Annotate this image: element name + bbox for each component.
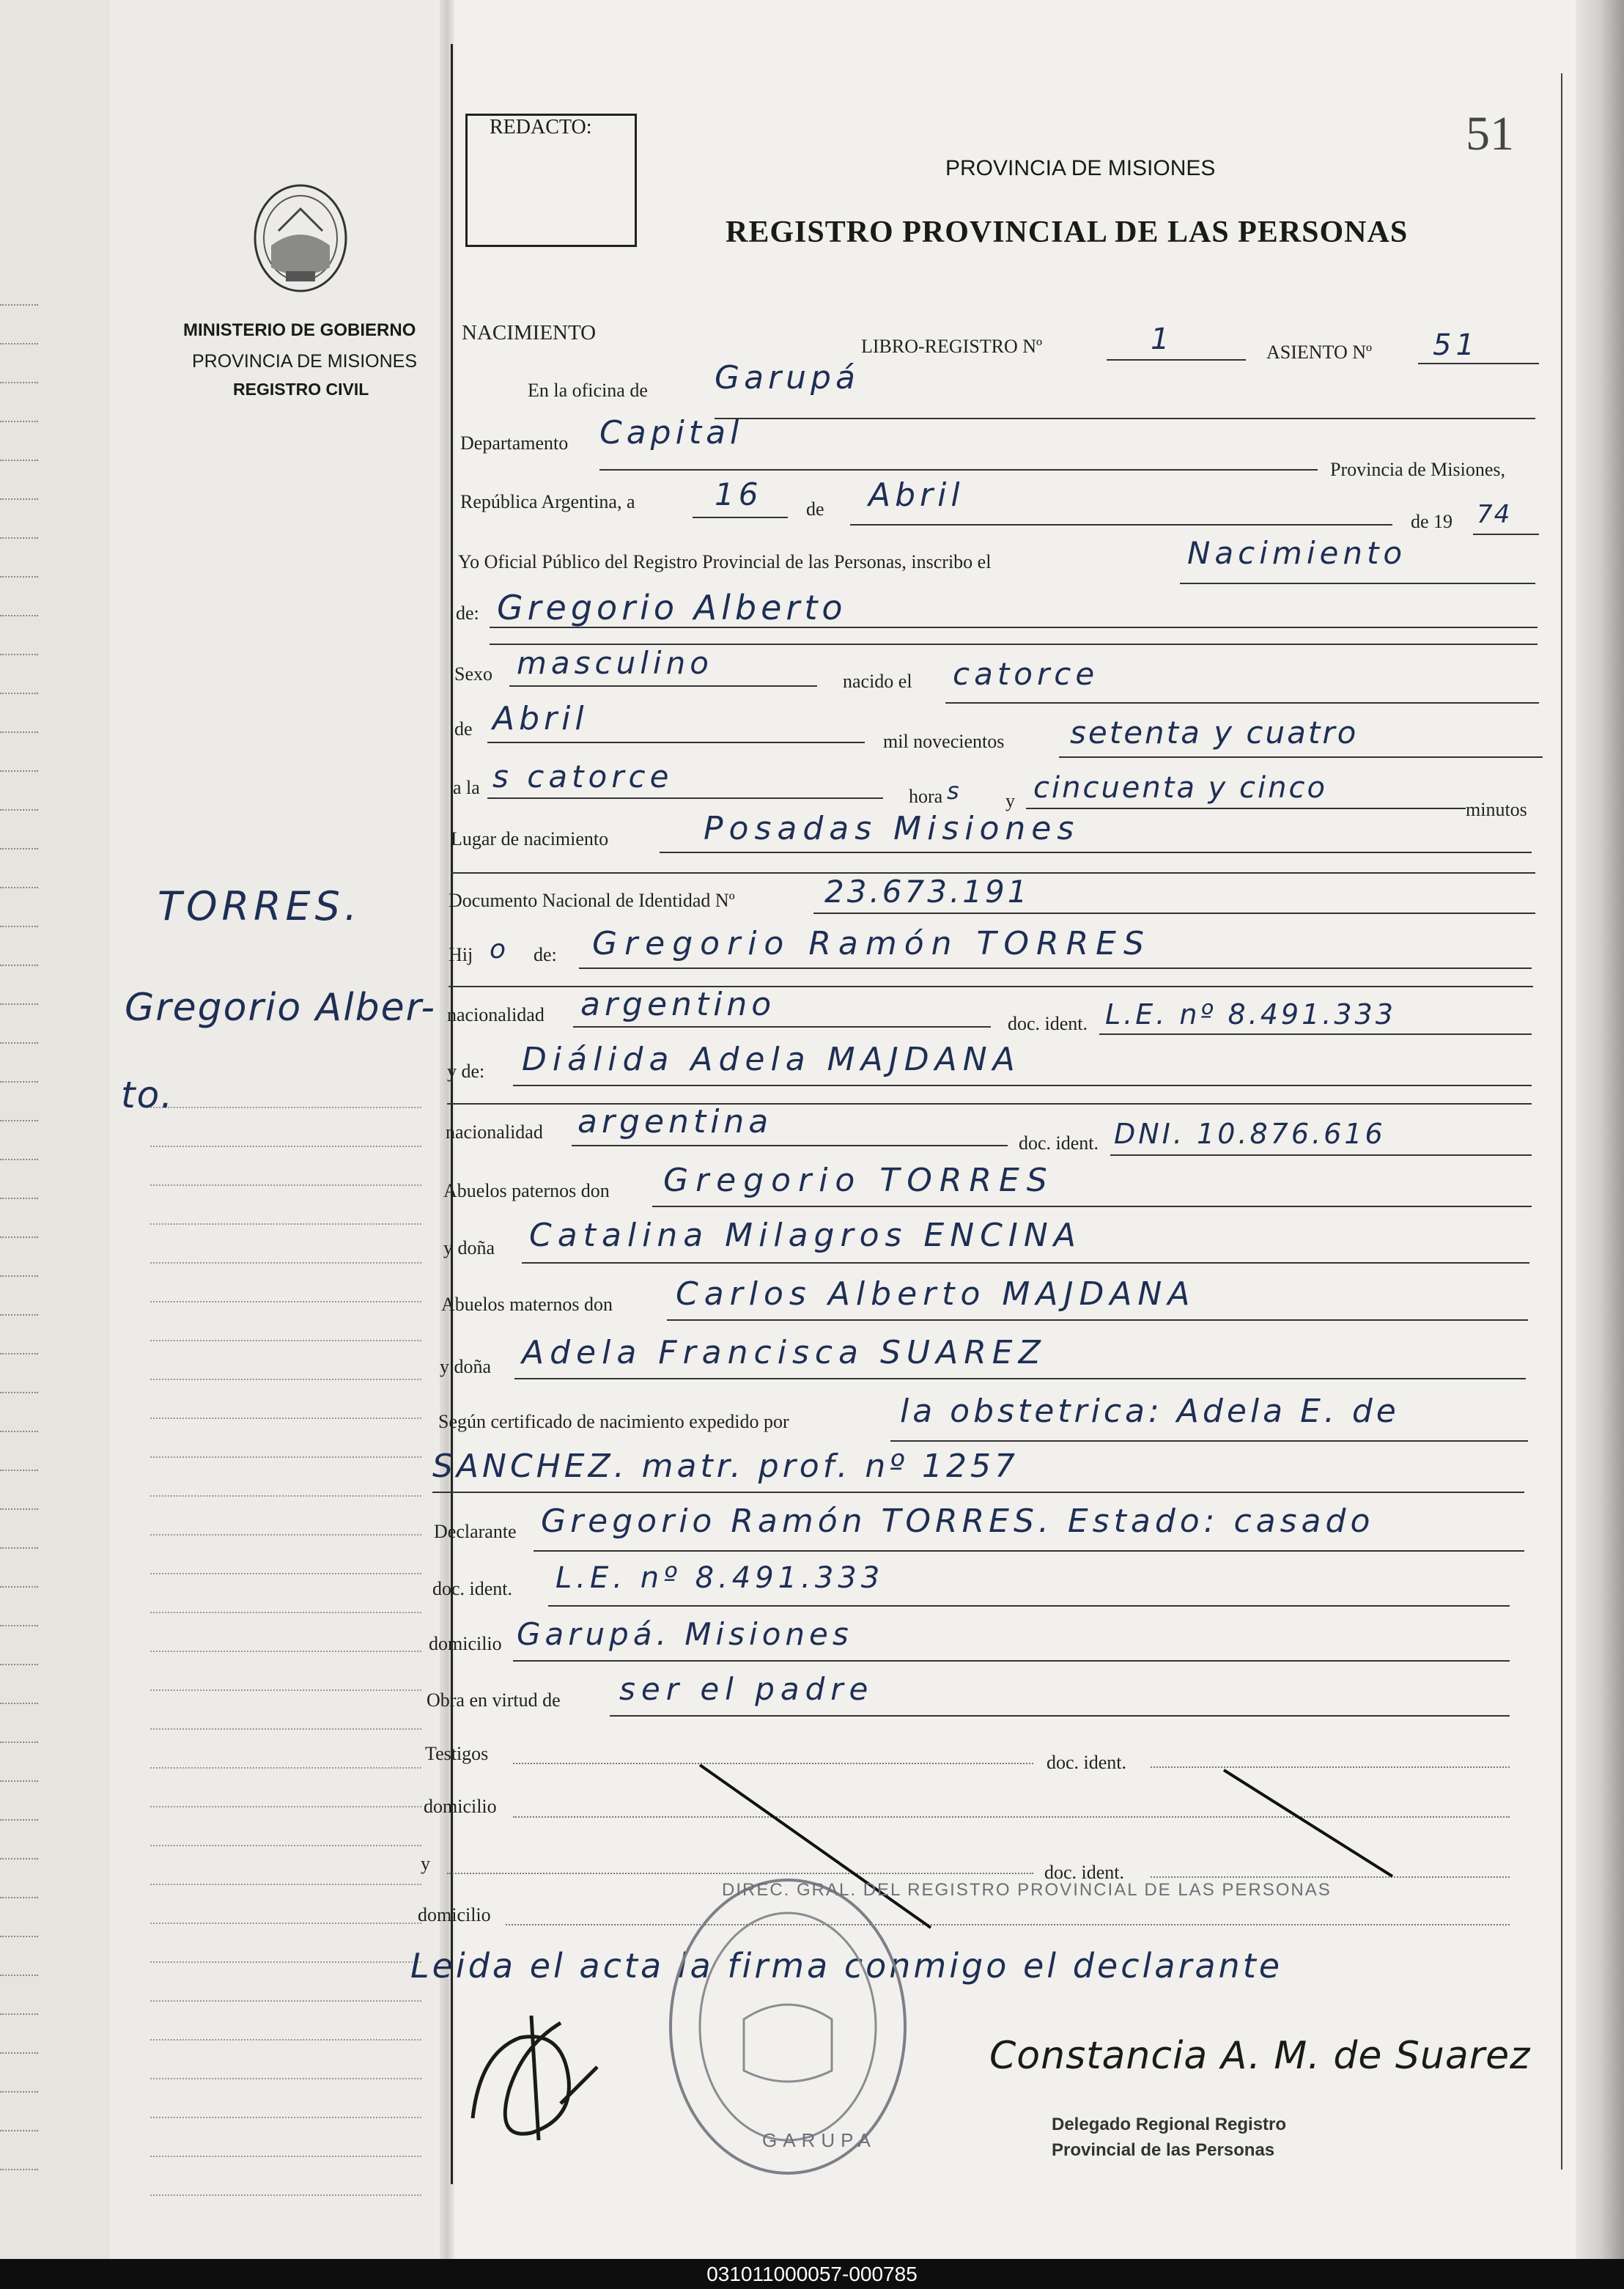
margin-given-2: to. [121,1074,174,1116]
testigos-label: Testigos [425,1743,489,1764]
domicilio-label: domicilio [429,1633,502,1654]
lugar-label: Lugar de nacimiento [451,828,609,849]
y-label: y [1005,790,1015,811]
hora-value: s catorce [492,759,673,795]
seal-registry-label: REGISTRO CIVIL [233,380,369,399]
province-title: PROVINCIA DE MISIONES [945,156,1216,180]
dni-label: Documento Nacional de Identidad Nº [449,890,735,911]
stamp-city: GARUPA [762,2129,876,2151]
abmat-label: Abuelos maternos don [441,1294,613,1315]
abmat-value: Carlos Alberto MAJDANA [676,1275,1196,1313]
hora-s: s [947,777,960,805]
nacido-label: nacido el [843,671,912,692]
libro-label: LIBRO-REGISTRO Nº [861,336,1043,357]
departamento-label: Departamento [460,432,569,454]
hijo-de-label: de: [534,944,557,965]
acto-value: Nacimiento [1187,535,1407,571]
provincia-label: Provincia de Misiones, [1330,459,1506,480]
month-value: Abril [868,476,964,514]
de2-label: de: [456,602,479,624]
nombre-value: Gregorio Alberto [497,588,847,627]
hijo-label: Hij [449,944,473,965]
hora-label: hora [909,786,943,807]
day-value: 16 [715,476,763,512]
mil-label: mil novecientos [883,731,1005,752]
nac2-label: nacionalidad [446,1121,543,1143]
registry-title: REGISTRO PROVINCIAL DE LAS PERSONAS [726,215,1409,249]
doc2-value: DNI. 10.876.616 [1114,1118,1386,1150]
margin-surname: TORRES. [158,883,362,929]
seal-province-label: PROVINCIA DE MISIONES [192,351,418,372]
testigos-doc-label: doc. ident. [1047,1752,1127,1773]
madre-value: Diálida Adela MAJDANA [522,1041,1021,1078]
official-title-1: Delegado Regional Registro [1052,2115,1287,2134]
stamp-text: DIREC. GRAL. DEL REGISTRO PROVINCIAL DE LAS PERSONAS [722,1880,1332,1900]
ala-label: a la [453,777,480,798]
de-label: de [806,498,824,520]
libro-value: 1 [1151,322,1174,356]
abpat-label: Abuelos paternos don [443,1180,610,1201]
nacimiento-label: NACIMIENTO [462,321,597,344]
de3-label: de [454,718,473,740]
segun-value: la obstetrica: Adela E. de [900,1393,1400,1430]
minutos-value: cincuenta y cinco [1033,771,1327,805]
obra-label: Obra en virtud de [427,1689,561,1711]
asiento-value: 51 [1433,328,1479,362]
oficial-text: Yo Oficial Público del Registro Provincial de las Personas, inscribo el [458,551,992,572]
abpat-value: Gregorio TORRES [663,1162,1055,1199]
declarante-value: Gregorio Ramón TORRES. Estado: casado [541,1503,1375,1540]
doc1-value: L.E. nº 8.491.333 [1105,998,1396,1031]
y-testigo-label: y [421,1853,430,1874]
ydona2-label: y doña [440,1356,492,1377]
decl-doc-value: L.E. nº 8.491.333 [556,1561,885,1595]
minutos-label: minutos [1466,799,1527,820]
declarante-label: Declarante [434,1521,517,1542]
declarant-signature [451,1994,641,2148]
official-title-2: Provincial de las Personas [1052,2140,1275,2160]
mes-value: Abril [492,700,588,737]
leida-text: Leida el acta la firma conmigo el declarante [410,1946,1283,1986]
year-value: 74 [1477,500,1512,529]
redacto-label: REDACTO: [490,116,592,139]
ministry-label: MINISTERIO DE GOBIERNO [183,320,416,340]
segun-value-2: SANCHEZ. matr. prof. nº 1257 [432,1448,1019,1485]
doc1-label: doc. ident. [1008,1013,1088,1034]
nac1-label: nacionalidad [447,1004,545,1025]
departamento-value: Capital [599,414,744,451]
obra-value: ser el padre [619,1671,874,1707]
decl-doc-label: doc. ident. [432,1578,513,1599]
page-number: 51 [1466,107,1514,161]
abpat2-value: Catalina Milagros ENCINA [529,1217,1082,1254]
lugar-value: Posadas Misiones [704,810,1080,847]
document-code-footer: 031011000057-000785 [0,2259,1624,2289]
oficina-label: En la oficina de [528,380,648,401]
y-doc-label: doc. ident. [1044,1862,1125,1883]
nacido-value: catorce [953,656,1099,692]
margin-given-1: Gregorio Alber- [125,986,436,1030]
segun-label: Según certificado de nacimiento expedido por [438,1411,789,1432]
dni-value: 23.673.191 [824,874,1030,910]
doc2-label: doc. ident. [1019,1132,1099,1154]
nac2-value: argentina [577,1103,773,1140]
ydona-label: y doña [443,1237,495,1258]
official-signature: Constancia A. M. de Suarez [989,2034,1531,2078]
y-domicilio-label: domicilio [418,1904,491,1925]
testigos-domicilio-label: domicilio [424,1796,497,1817]
sexo-value: masculino [517,645,713,681]
yde-label: y de: [447,1061,485,1082]
padre-value: Gregorio Ramón TORRES [592,925,1151,962]
anio-value: setenta y cuatro [1070,715,1359,751]
year-label: de 19 [1411,511,1453,532]
oficina-value: Garupá [715,359,860,397]
sexo-label: Sexo [454,663,492,685]
republica-label: República Argentina, a [460,491,635,512]
domicilio-value: Garupá. Misiones [517,1616,853,1652]
nac1-value: argentino [580,986,776,1023]
hijo-o: o [490,935,506,965]
abmat2-value: Adela Francisca SUAREZ [522,1334,1047,1371]
asiento-label: ASIENTO Nº [1266,342,1373,363]
